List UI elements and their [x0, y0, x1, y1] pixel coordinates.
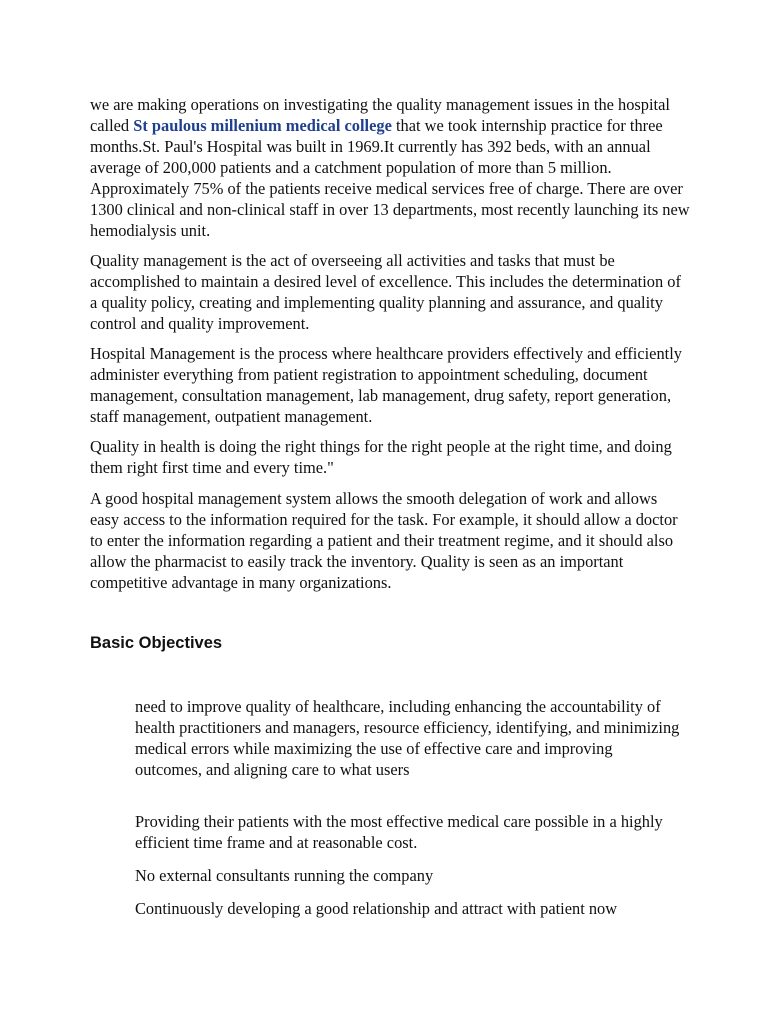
- objective-list-item: [112, 696, 682, 780]
- objective-text: No external consultants running the company: [135, 866, 434, 885]
- basic-objectives-heading: Basic Objectives: [90, 634, 223, 652]
- hospital-system-paragraph: A good hospital management system allows the smooth delegation of work and allows easy access to the information required for the task. For example, it should allow a doctor to enter the information regarding a patient and their treatment regime, and it should also allow the pharmacist to easily track the inventory. Quality is seen as an important competitive advantage in many organizations.: [90, 489, 678, 592]
- intro-text-start: we are making operations on investigating the quality management issues in the hospital called: [90, 95, 670, 135]
- intro-paragraph: [90, 94, 690, 241]
- objective-list-item: [112, 865, 682, 886]
- objective-text: Continuously developing a good relationship and attract with patient now: [135, 899, 618, 918]
- objective-list-item: [112, 811, 682, 853]
- intro-text-end: that we took internship practice for three months.St. Paul's Hospital was built in 1969.It currently has 392 beds, with an annual average of 200,000 patients and a catchment population of more than 5 million. Approximately 75% of the patients receive medical services free of charge. There are over 1300 clinical and non-clinical staff in over 13 departments, most recently launching its new hemodialysis unit.: [90, 116, 690, 240]
- quality-in-health-paragraph: Quality in health is doing the right things for the right people at the right time, and doing them right first time and every time.": [90, 437, 672, 477]
- objective-text: Providing their patients with the most effective medical care possible in a highly efficient time frame and at reasonable cost.: [135, 812, 663, 852]
- hospital-management-paragraph: Hospital Management is the process where healthcare providers effectively and efficiently administer everything from patient registration to appointment scheduling, document management, consultation management, lab management, drug safety, report generation, staff management, outpatient management.: [90, 344, 682, 426]
- objective-list-item: [112, 898, 682, 919]
- college-name-highlight: St paulous millenium medical college: [133, 116, 392, 135]
- objective-text: need to improve quality of healthcare, including enhancing the accountability of health practitioners and managers, resource efficiency, identifying, and minimizing medical errors while maximizing the use of effective care and improving outcomes, and aligning care to what users: [135, 697, 680, 779]
- quality-management-paragraph: Quality management is the act of overseeing all activities and tasks that must be accomplished to maintain a desired level of excellence. This includes the determination of a quality policy, creating and implementing quality planning and assurance, and quality control and quality improvement.: [90, 251, 681, 333]
